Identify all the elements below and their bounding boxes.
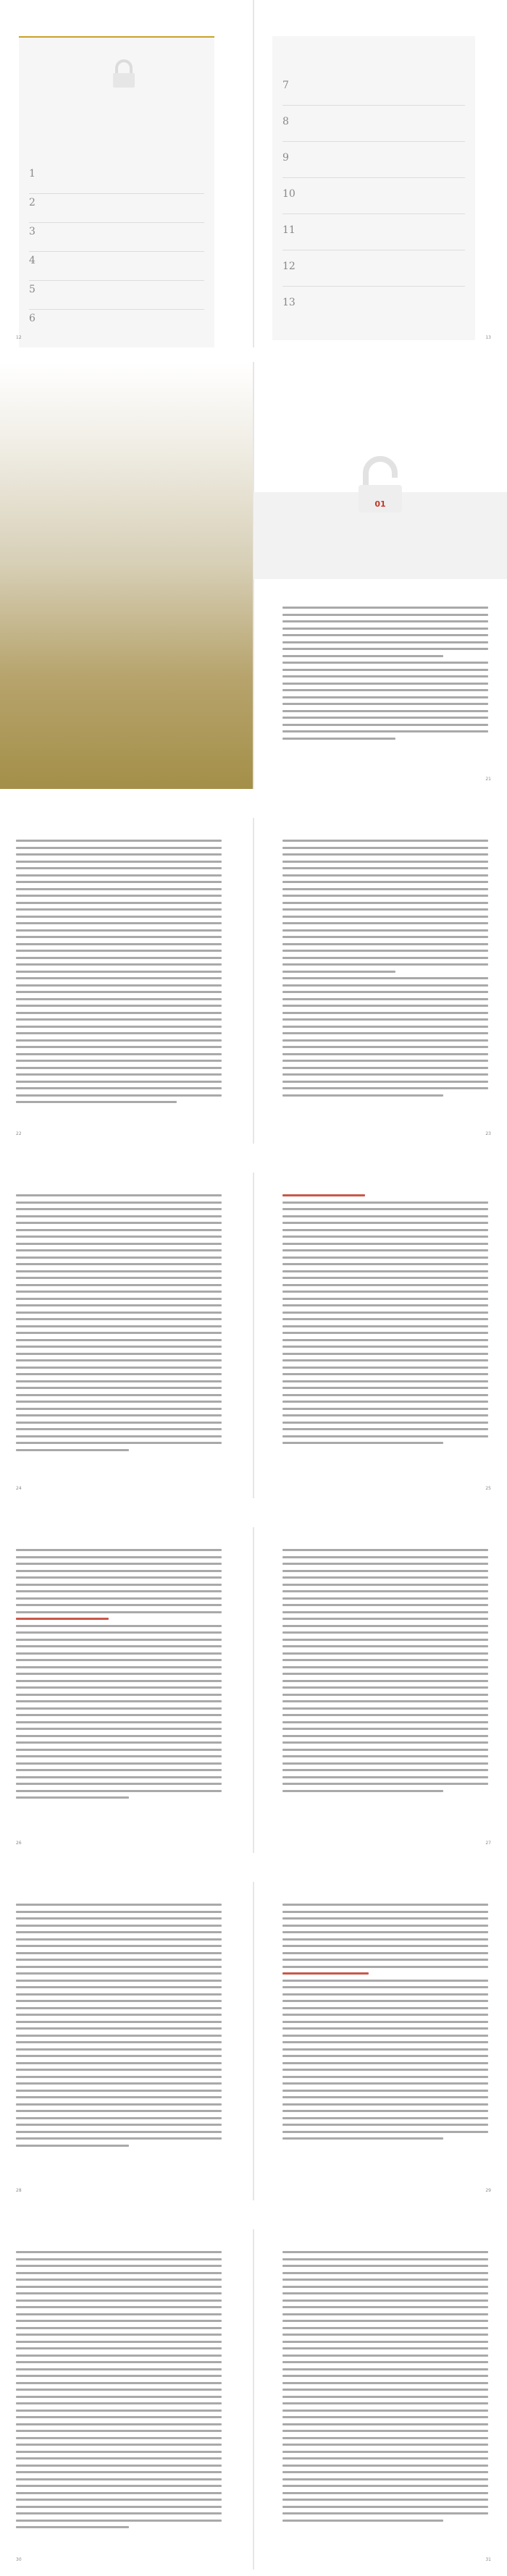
- body-text: [282, 1194, 488, 1449]
- toc-item-number: 1: [29, 168, 35, 180]
- toc-item[interactable]: [282, 80, 465, 106]
- left-page: [0, 2229, 254, 2569]
- toc-spread: [0, 0, 507, 347]
- right-page: [254, 1882, 507, 2200]
- text-spread: [0, 1882, 507, 2200]
- text-spread: [0, 1173, 507, 1498]
- body-text: [282, 1549, 488, 1796]
- left-page: [0, 1173, 254, 1498]
- opener-right-page: [254, 362, 507, 789]
- toc-item-number: 8: [282, 116, 289, 127]
- page-number: 21: [485, 777, 491, 782]
- left-page: [0, 1882, 254, 2200]
- page-number: 26: [16, 1841, 22, 1846]
- text-spread: [0, 2229, 507, 2569]
- page-number: 23: [485, 1131, 491, 1136]
- page-number: 27: [485, 1841, 491, 1846]
- page-number: 12: [16, 335, 22, 340]
- toc-item[interactable]: [282, 152, 465, 178]
- page-number: 31: [485, 2557, 491, 2562]
- toc-item[interactable]: [29, 168, 204, 194]
- toc-item-number: 7: [282, 80, 289, 91]
- text-spread: [0, 1527, 507, 1853]
- page-number: 24: [16, 1486, 22, 1491]
- chapter-number: 01: [374, 499, 386, 509]
- toc-item[interactable]: [29, 255, 204, 281]
- page-number: 28: [16, 2188, 22, 2193]
- right-page: [254, 1173, 507, 1498]
- toc-item[interactable]: [282, 224, 465, 250]
- body-text: [16, 1194, 222, 1456]
- toc-item[interactable]: [29, 284, 204, 310]
- body-text: [16, 1904, 222, 2151]
- toc-item-number: 13: [282, 297, 296, 308]
- body-text: [16, 1549, 222, 1804]
- toc-item[interactable]: [282, 261, 465, 287]
- body-text: [282, 840, 488, 1101]
- toc-item[interactable]: [282, 297, 465, 323]
- body-text: [282, 601, 488, 744]
- page-number: 29: [485, 2188, 491, 2193]
- toc-item-number: 12: [282, 261, 296, 272]
- toc-item[interactable]: [282, 188, 465, 214]
- toc-right-page: [254, 0, 507, 347]
- toc-item-number: 4: [29, 255, 35, 266]
- toc-item-number: 3: [29, 226, 35, 237]
- toc-item-number: 6: [29, 313, 35, 324]
- toc-item-number: 5: [29, 284, 35, 295]
- page-number: 25: [485, 1486, 491, 1491]
- toc-left-page: [0, 0, 254, 347]
- page-number: 30: [16, 2557, 22, 2562]
- toc-item-number: 10: [282, 188, 296, 200]
- left-page: [0, 818, 254, 1144]
- chapter-opener-spread: [0, 362, 507, 789]
- toc-item-number: 2: [29, 197, 35, 208]
- toc-item[interactable]: [282, 116, 465, 142]
- toc-item-number: 9: [282, 152, 289, 164]
- body-text: [282, 1904, 488, 2145]
- text-spread: [0, 818, 507, 1144]
- right-page: [254, 2229, 507, 2569]
- toc-item[interactable]: [29, 197, 204, 223]
- opener-left-page: [0, 362, 254, 789]
- right-page: [254, 818, 507, 1144]
- body-text: [282, 2251, 488, 2526]
- toc-card-continued: [272, 36, 475, 340]
- toc-item-number: 11: [282, 224, 296, 236]
- body-text: [16, 2251, 222, 2533]
- padlock-icon: [107, 59, 141, 88]
- toc-card: [19, 36, 214, 347]
- page-number: 13: [485, 335, 491, 340]
- left-page: [0, 1527, 254, 1853]
- toc-item[interactable]: [29, 226, 204, 252]
- right-page: [254, 1527, 507, 1853]
- body-text: [16, 840, 222, 1108]
- toc-item[interactable]: [29, 313, 204, 339]
- gold-gradient: [0, 362, 254, 789]
- page-number: 22: [16, 1131, 22, 1136]
